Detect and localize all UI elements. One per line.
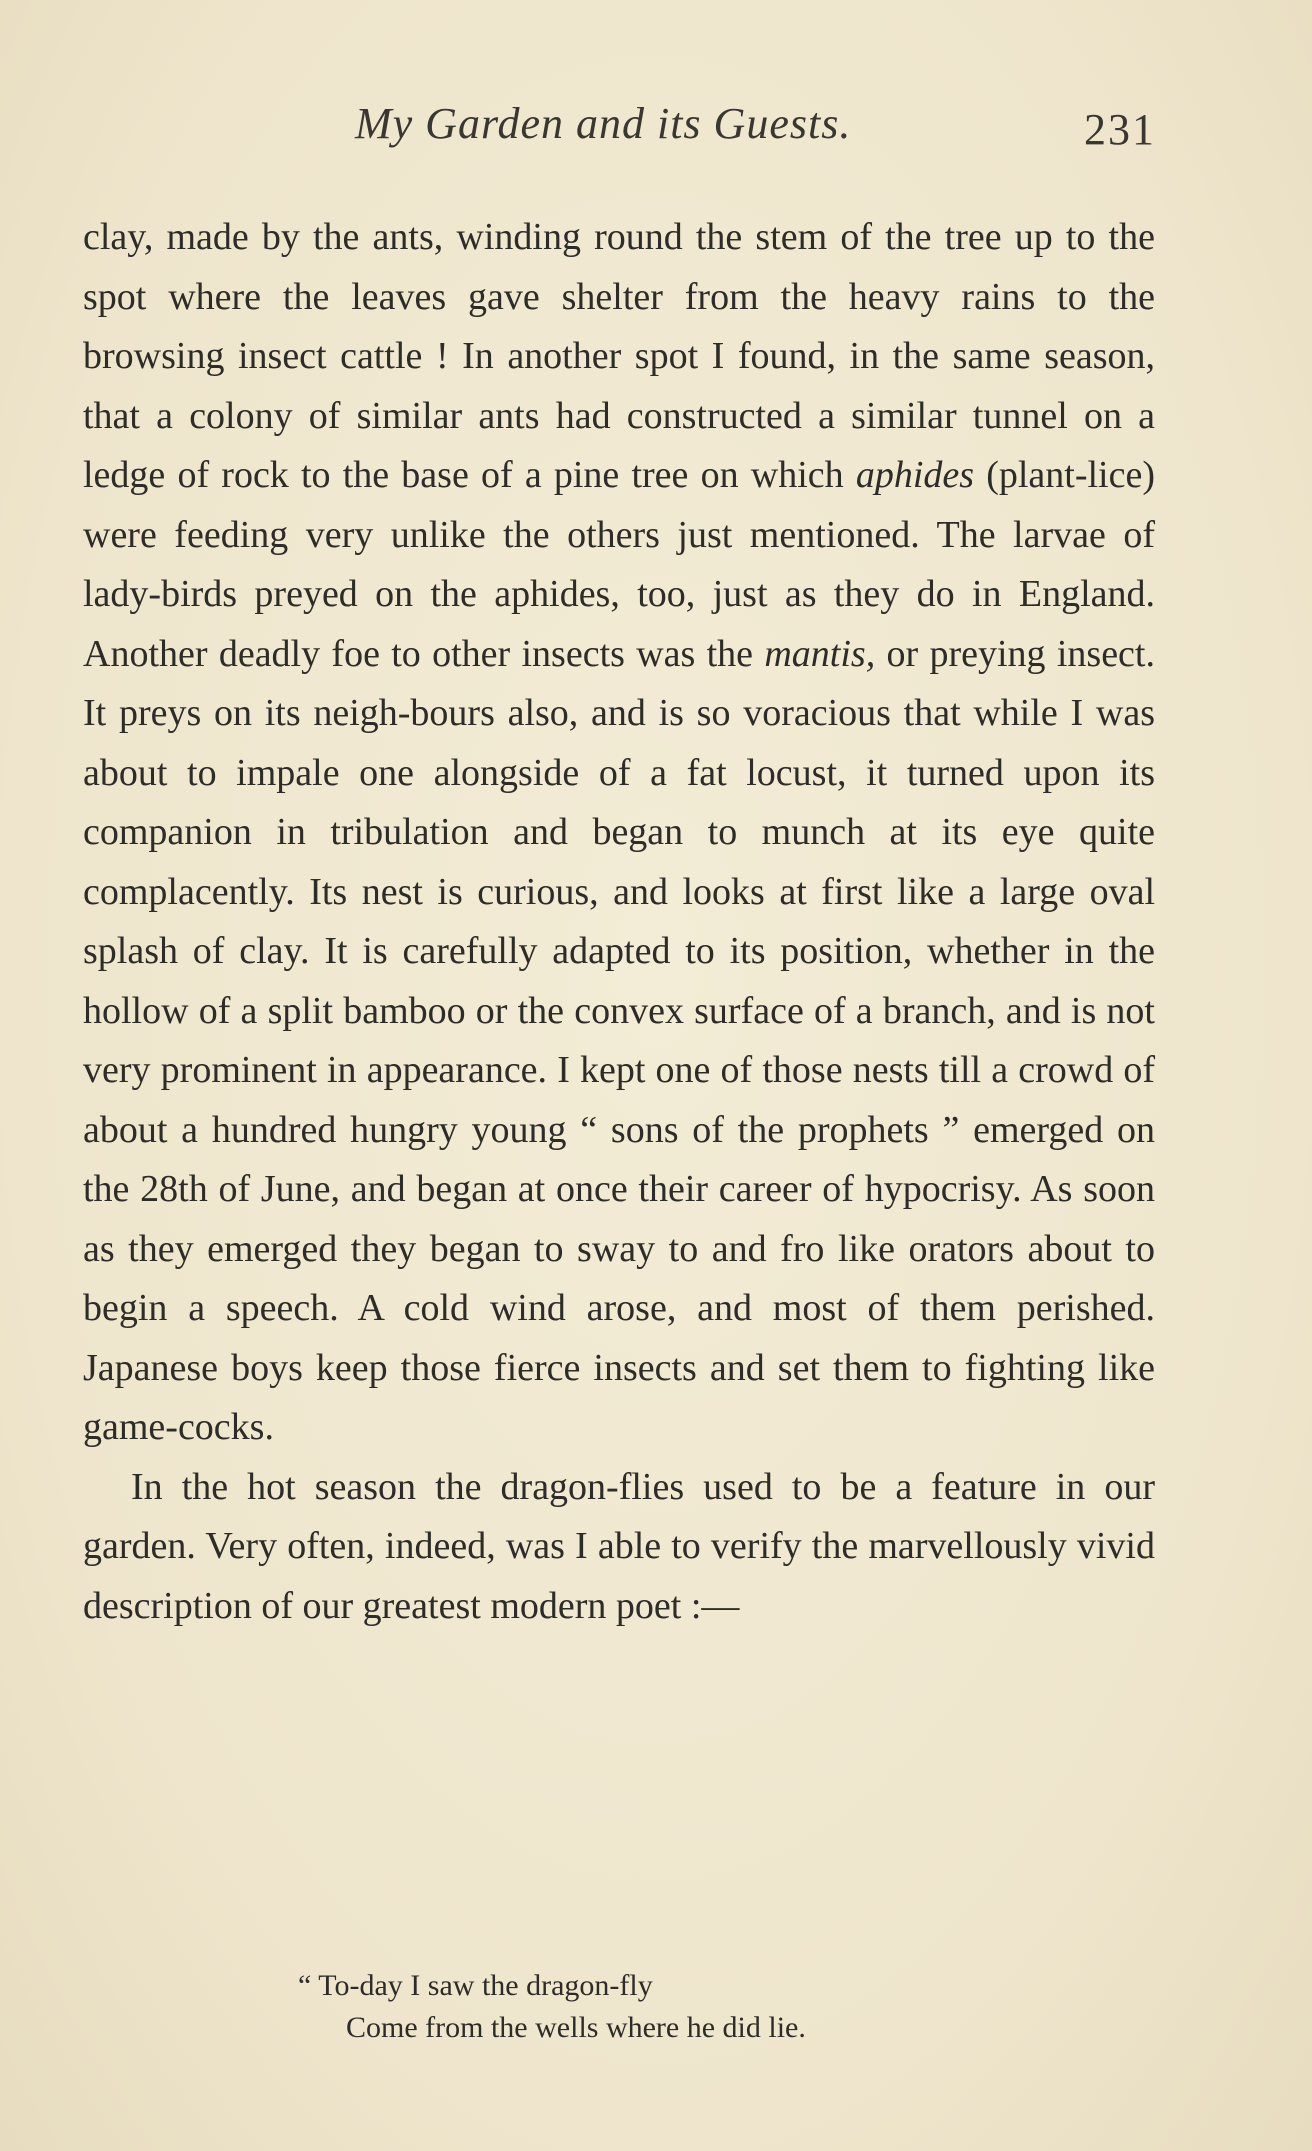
verse-line-2: Come from the wells where he did lie.	[346, 2011, 806, 2044]
paragraph-1-text-c: or preying insect. It preys on its neigh-bours also, and is so voracious that while I was about to impale one alongside of a fat locust, it turned upon its companion in tribulation and began to munch at its eye quite complacently. Its nest is curious, and looks at first like a large oval splash of clay. It is carefully adapted to its position, whether in the hollow of a split bamboo or the convex surface of a branch, and is not very prominent in appearance. I kept one of those nests till a crowd of about a hundred hungry young “ sons of the prophets ” emerged on the 28th of June, and began at once their career of hypocrisy. As soon as they emerged they began to sway to and fro like orators about to begin a speech. A cold wind arose, and most of them perished. Japanese boys keep those fierce insects and set them to fighting like game-cocks.	[83, 632, 1155, 1448]
verse-quotation	[298, 1965, 998, 2049]
italic-mantis: mantis,	[764, 632, 876, 675]
paragraph-1	[83, 208, 1155, 1458]
paragraph-2: In the hot season the dragon-flies used to be a feature in our garden. Very often, indeed, was I able to verify the marvellously vivid description of our greatest modern poet :—	[83, 1465, 1155, 1627]
verse-line-1: “ To-day I saw the dragon-fly	[298, 1969, 653, 2002]
italic-aphides: aphides	[855, 454, 975, 496]
page-number: 231	[1084, 105, 1156, 154]
body-text	[83, 208, 1155, 1636]
page-header	[0, 98, 1312, 158]
paragraph-1-text-a: clay, made by the ants, winding round the stem of the tree up to the spot where the leaves gave shelter from the heavy rains to the browsing insect cattle ! In another spot I found, in the same season, that a colony of similar ants had constructed a similar tunnel on a ledge of rock to the base of a pine tree on which	[83, 216, 1155, 496]
running-title: My Garden and its Guests.	[355, 99, 852, 148]
paragraph-1-text-b: (plant-lice) were feeding very unlike the others just mentioned. The larvae of lady-birds preyed on the aphides, too, just as they do in England. Another deadly foe to other insects was the	[83, 454, 1155, 675]
